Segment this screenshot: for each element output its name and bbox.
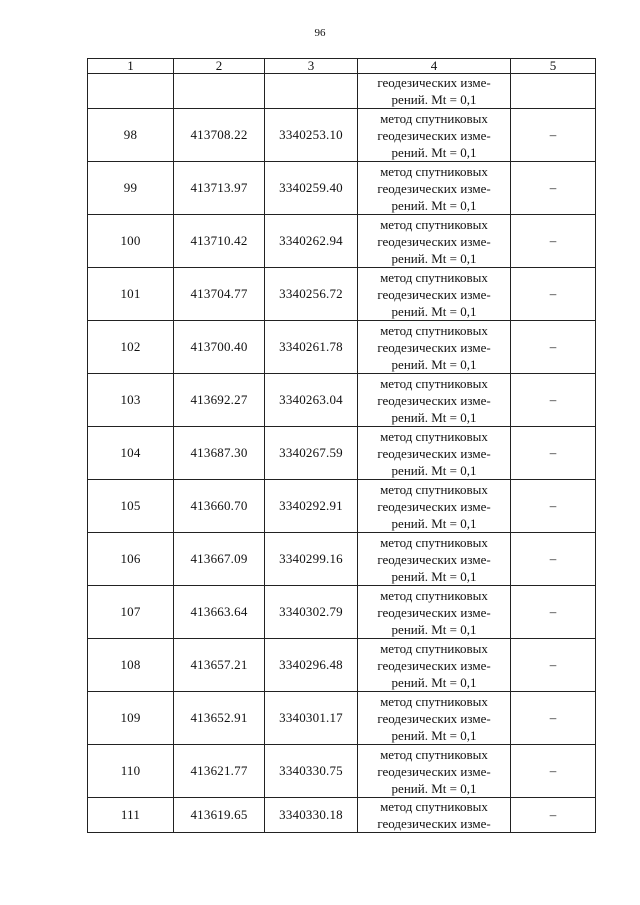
note-cell: –	[511, 162, 596, 215]
method-line: геодезических изме-	[377, 710, 491, 726]
method-line: геодезических изме-	[377, 127, 491, 143]
y-coordinate-cell: 3340259.40	[265, 162, 358, 215]
method-cell	[358, 215, 511, 268]
method-cell	[358, 321, 511, 374]
method-line: метод спутниковых	[380, 640, 488, 656]
y-coordinate-cell: 3340256.72	[265, 268, 358, 321]
method-line: геодезических изме-	[377, 657, 491, 673]
method-line: геодезических изме-	[377, 551, 491, 567]
method-line: метод спутниковых	[380, 322, 488, 338]
method-line: рений. Mt = 0,1	[391, 197, 477, 213]
note-cell: –	[511, 215, 596, 268]
column-header-3: 3	[265, 59, 358, 74]
method-line: геодезических изме-	[377, 498, 491, 514]
point-number-cell: 103	[88, 374, 174, 427]
note-cell: –	[511, 798, 596, 833]
point-number-cell: 98	[88, 109, 174, 162]
note-cell: –	[511, 480, 596, 533]
y-coordinate-cell: 3340292.91	[265, 480, 358, 533]
column-header-4: 4	[358, 59, 511, 74]
method-line: рений. Mt = 0,1	[391, 356, 477, 372]
column-header-2: 2	[174, 59, 265, 74]
y-coordinate-cell: 3340263.04	[265, 374, 358, 427]
column-header-1: 1	[88, 59, 174, 74]
method-cell	[358, 586, 511, 639]
y-coordinate-cell: 3340262.94	[265, 215, 358, 268]
method-line: метод спутниковых	[380, 216, 488, 232]
method-line: рений. Mt = 0,1	[391, 144, 477, 160]
x-coordinate-cell: 413619.65	[174, 798, 265, 833]
method-line: рений. Mt = 0,1	[391, 515, 477, 531]
y-coordinate-cell: 3340330.18	[265, 798, 358, 833]
note-cell: –	[511, 321, 596, 374]
table-row	[88, 321, 596, 374]
table-row	[88, 374, 596, 427]
point-number-cell: 107	[88, 586, 174, 639]
method-line: рений. Mt = 0,1	[391, 568, 477, 584]
note-cell: –	[511, 427, 596, 480]
method-line: метод спутниковых	[380, 534, 488, 550]
x-coordinate-cell: 413710.42	[174, 215, 265, 268]
point-number-cell: 111	[88, 798, 174, 833]
point-number-cell: 100	[88, 215, 174, 268]
column-header-5: 5	[511, 59, 596, 74]
note-cell: –	[511, 374, 596, 427]
y-coordinate-cell: 3340299.16	[265, 533, 358, 586]
method-line: рений. Mt = 0,1	[391, 409, 477, 425]
method-line: рений. Mt = 0,1	[391, 462, 477, 478]
table-row	[88, 586, 596, 639]
method-line: рений. Mt = 0,1	[391, 303, 477, 319]
y-coordinate-cell: 3340301.17	[265, 692, 358, 745]
method-line: геодезических изме-	[377, 286, 491, 302]
note-cell: –	[511, 745, 596, 798]
method-line: метод спутниковых	[380, 693, 488, 709]
method-line: метод спутниковых	[380, 799, 488, 814]
table-row	[88, 639, 596, 692]
method-line: геодезических изме-	[377, 816, 491, 831]
x-coordinate-cell: 413657.21	[174, 639, 265, 692]
table-row	[88, 533, 596, 586]
method-line: геодезических изме-	[377, 392, 491, 408]
continuation-row	[88, 74, 596, 109]
x-coordinate-cell	[174, 74, 265, 109]
note-cell: –	[511, 692, 596, 745]
method-line: метод спутниковых	[380, 587, 488, 603]
method-line: рений. Mt = 0,1	[391, 780, 477, 796]
table-row	[88, 215, 596, 268]
point-number-cell: 110	[88, 745, 174, 798]
x-coordinate-cell: 413713.97	[174, 162, 265, 215]
method-line: рений. Mt = 0,1	[391, 250, 477, 266]
table-row	[88, 798, 596, 833]
point-number-cell: 105	[88, 480, 174, 533]
method-line: метод спутниковых	[380, 375, 488, 391]
y-coordinate-cell: 3340302.79	[265, 586, 358, 639]
method-cell	[358, 109, 511, 162]
method-cell	[358, 745, 511, 798]
x-coordinate-cell: 413667.09	[174, 533, 265, 586]
page-number: 96	[314, 27, 326, 39]
point-number-cell: 109	[88, 692, 174, 745]
table-row	[88, 745, 596, 798]
table-row	[88, 109, 596, 162]
note-cell: –	[511, 268, 596, 321]
point-number-cell: 102	[88, 321, 174, 374]
x-coordinate-cell: 413700.40	[174, 321, 265, 374]
x-coordinate-cell: 413660.70	[174, 480, 265, 533]
method-line: геодезических изме-	[377, 445, 491, 461]
x-coordinate-cell: 413687.30	[174, 427, 265, 480]
point-number-cell	[88, 74, 174, 109]
method-cell	[358, 533, 511, 586]
method-line: метод спутниковых	[380, 481, 488, 497]
note-cell: –	[511, 586, 596, 639]
method-line: рений. Mt = 0,1	[391, 674, 477, 690]
method-line: геодезических изме-	[377, 339, 491, 355]
method-line: метод спутниковых	[380, 110, 488, 126]
point-number-cell: 101	[88, 268, 174, 321]
method-line: геодезических изме-	[377, 180, 491, 196]
y-coordinate-cell	[265, 74, 358, 109]
method-cell	[358, 374, 511, 427]
method-cell	[358, 480, 511, 533]
y-coordinate-cell: 3340296.48	[265, 639, 358, 692]
method-line: геодезических изме-	[377, 75, 491, 90]
method-line: рений. Mt = 0,1	[391, 727, 477, 743]
x-coordinate-cell: 413704.77	[174, 268, 265, 321]
method-cell	[358, 692, 511, 745]
method-line: рений. Mt = 0,1	[391, 621, 477, 637]
note-cell: –	[511, 639, 596, 692]
x-coordinate-cell: 413708.22	[174, 109, 265, 162]
method-line: метод спутниковых	[380, 163, 488, 179]
note-cell: –	[511, 109, 596, 162]
method-line: геодезических изме-	[377, 233, 491, 249]
note-cell: –	[511, 533, 596, 586]
method-line: геодезических изме-	[377, 604, 491, 620]
method-cell	[358, 798, 511, 833]
x-coordinate-cell: 413663.64	[174, 586, 265, 639]
table-row	[88, 692, 596, 745]
method-line: метод спутниковых	[380, 428, 488, 444]
method-cell	[358, 268, 511, 321]
method-line: рений. Mt = 0,1	[391, 92, 477, 107]
method-cell	[358, 639, 511, 692]
method-cell	[358, 162, 511, 215]
x-coordinate-cell: 413652.91	[174, 692, 265, 745]
note-cell	[511, 74, 596, 109]
method-cell	[358, 74, 511, 109]
coordinates-table	[87, 58, 596, 833]
x-coordinate-cell: 413621.77	[174, 745, 265, 798]
point-number-cell: 106	[88, 533, 174, 586]
point-number-cell: 99	[88, 162, 174, 215]
table-row	[88, 268, 596, 321]
method-line: метод спутниковых	[380, 269, 488, 285]
point-number-cell: 104	[88, 427, 174, 480]
method-cell	[358, 427, 511, 480]
method-line: метод спутниковых	[380, 746, 488, 762]
table-row	[88, 427, 596, 480]
y-coordinate-cell: 3340267.59	[265, 427, 358, 480]
point-number-cell: 108	[88, 639, 174, 692]
header-row	[88, 59, 596, 74]
y-coordinate-cell: 3340253.10	[265, 109, 358, 162]
x-coordinate-cell: 413692.27	[174, 374, 265, 427]
table-row	[88, 162, 596, 215]
method-line: геодезических изме-	[377, 763, 491, 779]
y-coordinate-cell: 3340330.75	[265, 745, 358, 798]
y-coordinate-cell: 3340261.78	[265, 321, 358, 374]
table-row	[88, 480, 596, 533]
